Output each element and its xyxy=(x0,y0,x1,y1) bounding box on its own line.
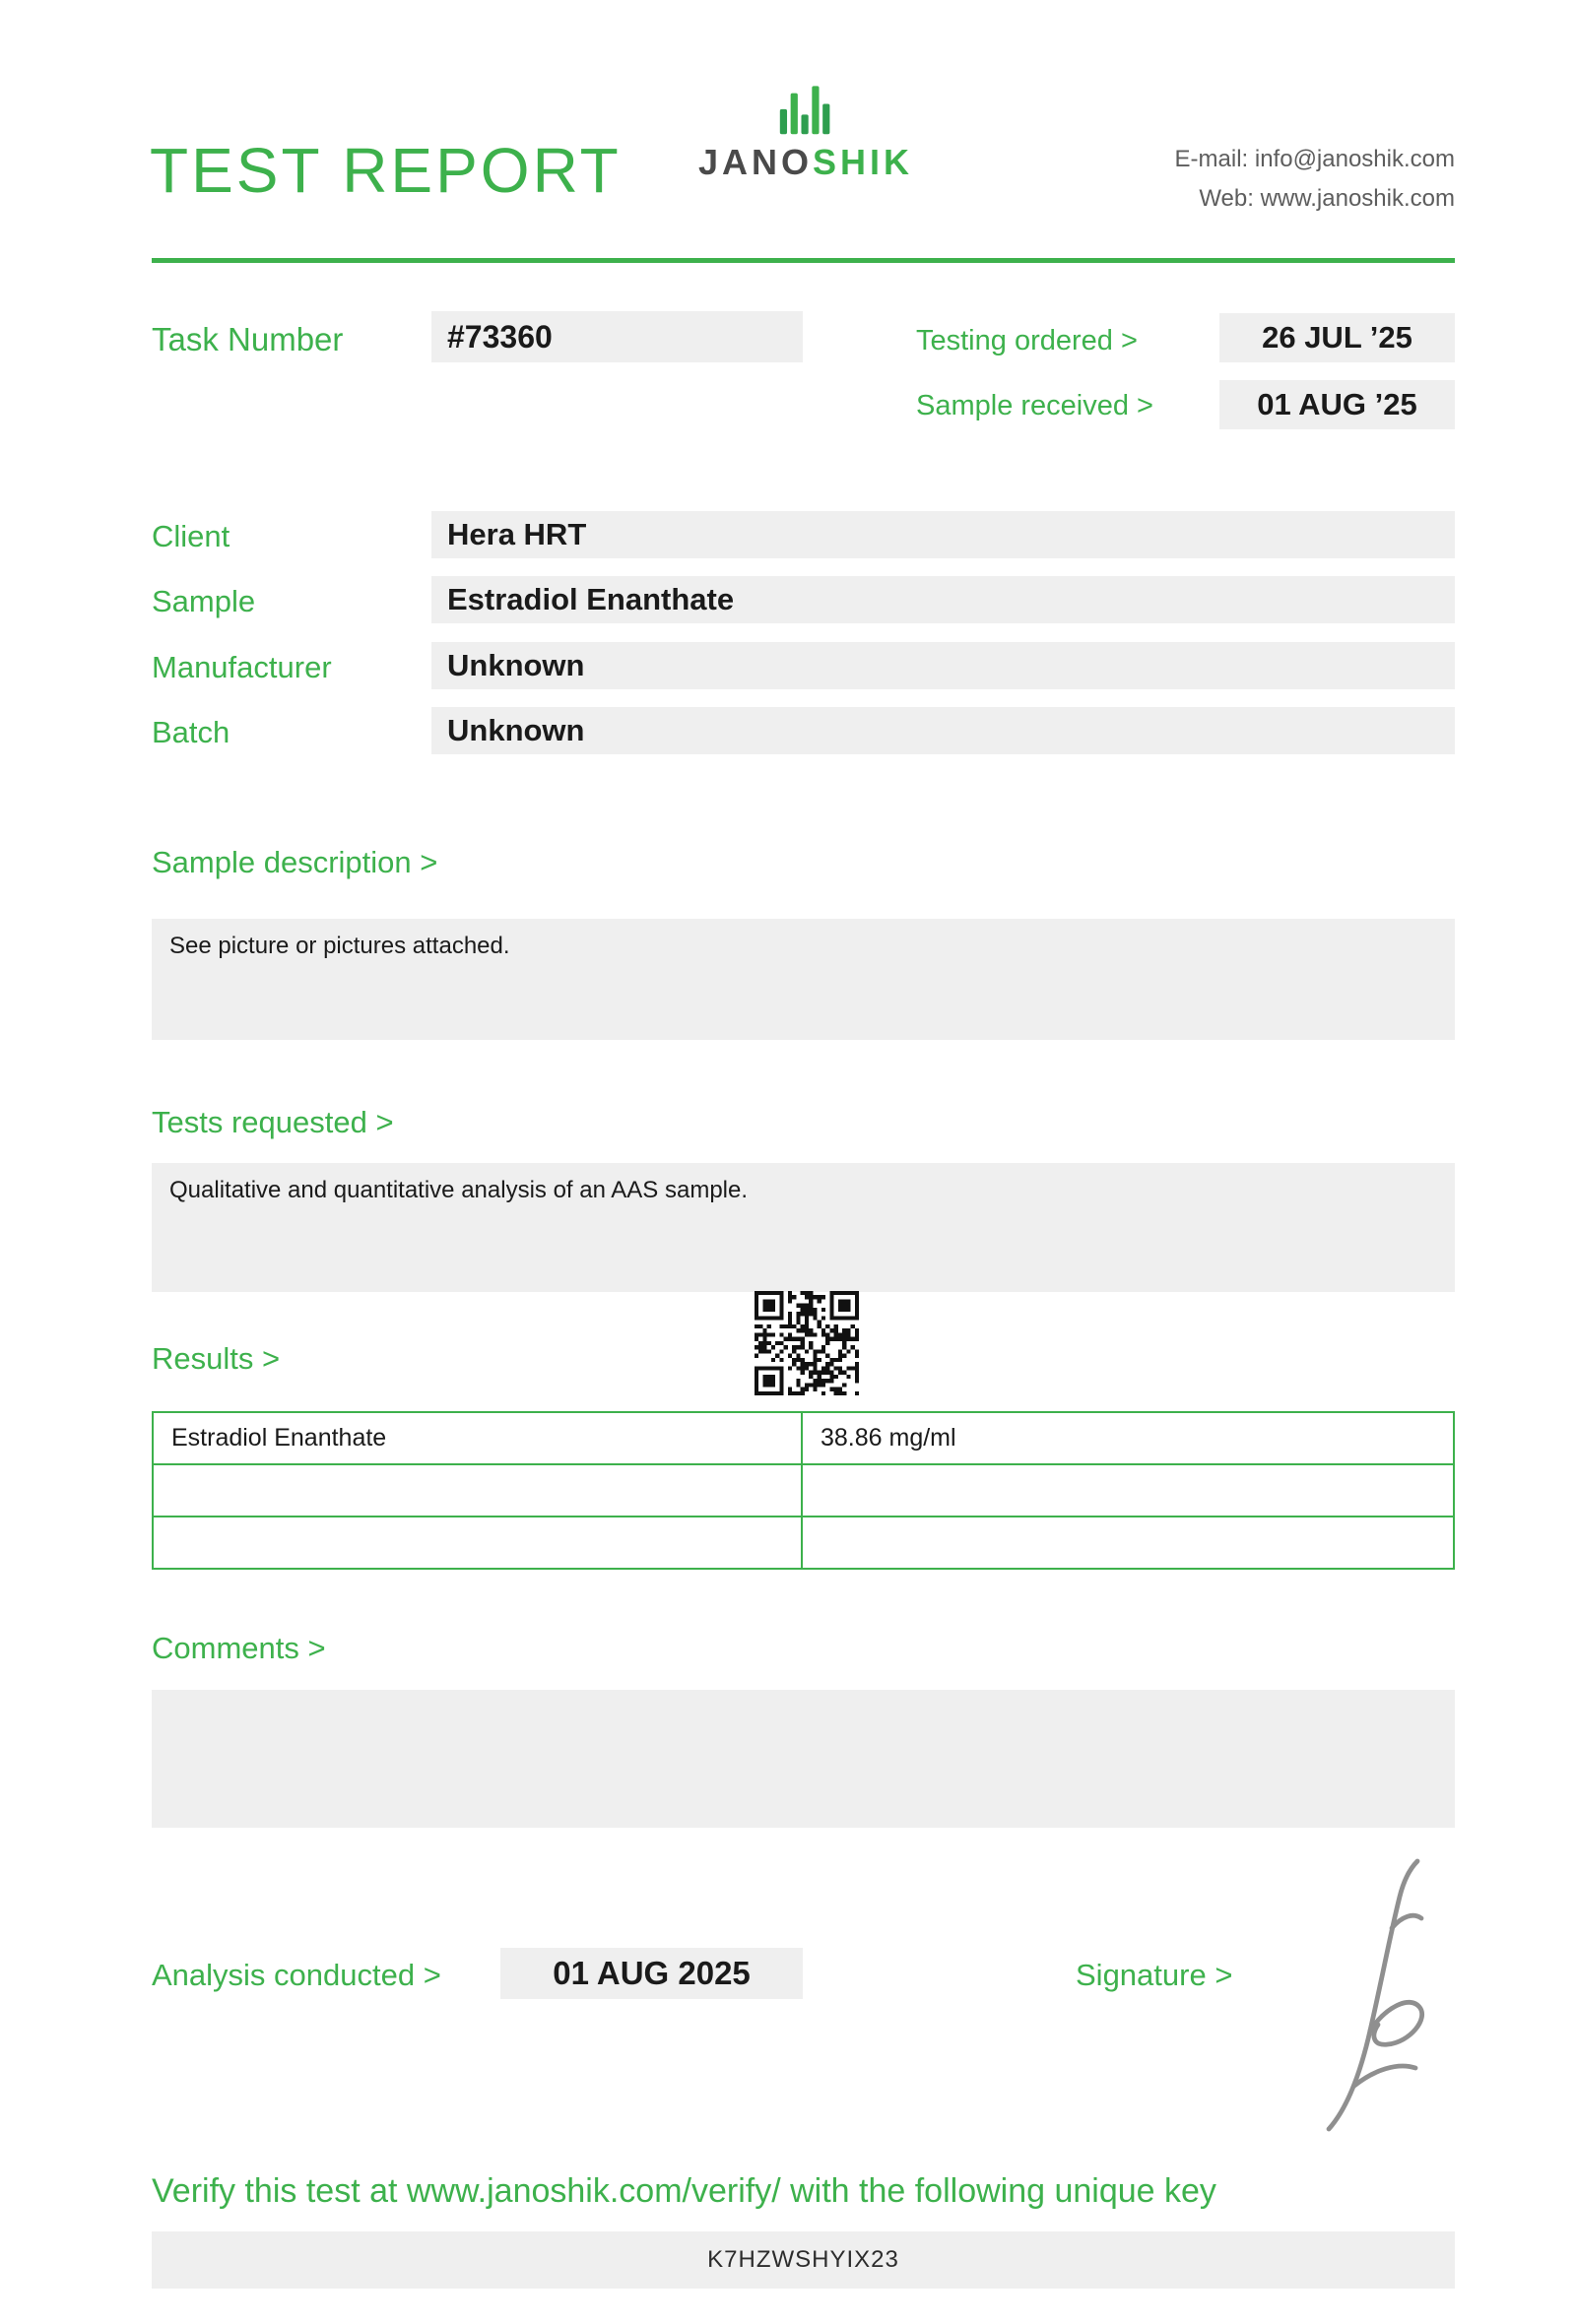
client-value: Hera HRT xyxy=(447,517,587,551)
sample-value-box xyxy=(431,576,1455,623)
task-number-value: #73360 xyxy=(447,318,553,355)
sample-received-value: 01 AUG ’25 xyxy=(1257,387,1417,421)
results-table xyxy=(152,1411,1455,1570)
result-row xyxy=(153,1412,1454,1464)
signature-image xyxy=(1295,1849,1439,2141)
results-heading: Results > xyxy=(152,1341,281,1376)
sample-description-text: See picture or pictures attached. xyxy=(169,933,510,959)
result-value-cell: 38.86 mg/ml xyxy=(802,1412,1454,1464)
bar-chart-icon xyxy=(773,81,838,136)
testing-ordered-box xyxy=(1219,313,1455,362)
task-number-box xyxy=(431,311,803,362)
task-number-label: Task Number xyxy=(152,321,344,357)
comments-heading: Comments > xyxy=(152,1631,326,1665)
unique-key-box xyxy=(152,2231,1455,2289)
analysis-conducted-label: Analysis conducted > xyxy=(152,1958,441,1992)
wordmark-primary: JANO xyxy=(697,142,813,182)
contact-email-line xyxy=(1175,140,1455,179)
verify-text: Verify this test at www.janoshik.com/verify/ with the following unique key xyxy=(152,2172,1216,2210)
wordmark-accent: SHIK xyxy=(813,142,914,182)
email-label: E-mail: xyxy=(1174,146,1249,172)
result-value-cell xyxy=(802,1517,1454,1569)
tests-requested-box xyxy=(152,1163,1455,1292)
contact-web-line xyxy=(1175,179,1455,219)
manufacturer-value-box xyxy=(431,642,1455,689)
result-row xyxy=(153,1517,1454,1569)
header-divider xyxy=(152,258,1455,263)
web-label: Web: xyxy=(1199,185,1254,212)
tests-requested-heading: Tests requested > xyxy=(152,1105,394,1139)
page-title: TEST REPORT xyxy=(150,135,622,206)
web-value: www.janoshik.com xyxy=(1260,185,1455,212)
qr-code xyxy=(755,1291,859,1395)
result-value-cell xyxy=(802,1464,1454,1517)
sample-value: Estradiol Enanthate xyxy=(447,582,735,616)
result-name-cell xyxy=(153,1517,802,1569)
testing-ordered-value: 26 JUL ’25 xyxy=(1262,320,1412,355)
batch-value-box xyxy=(431,707,1455,754)
manufacturer-value: Unknown xyxy=(447,648,585,682)
result-name-cell xyxy=(153,1464,802,1517)
sample-received-label: Sample received > xyxy=(916,390,1153,421)
client-value-box xyxy=(431,511,1455,558)
result-row xyxy=(153,1464,1454,1517)
batch-value: Unknown xyxy=(447,713,585,747)
analysis-date-box xyxy=(500,1948,803,1999)
brand-wordmark xyxy=(658,142,953,183)
batch-label: Batch xyxy=(152,715,230,749)
unique-key-value: K7HZWSHYIX23 xyxy=(707,2246,899,2273)
testing-ordered-label: Testing ordered > xyxy=(916,325,1138,356)
sample-description-box xyxy=(152,919,1455,1040)
result-name-cell: Estradiol Enanthate xyxy=(153,1412,802,1464)
client-label: Client xyxy=(152,519,230,553)
comments-box xyxy=(152,1690,1455,1828)
email-value: info@janoshik.com xyxy=(1254,146,1455,172)
manufacturer-label: Manufacturer xyxy=(152,650,332,684)
signature-label: Signature > xyxy=(1076,1958,1233,1992)
sample-received-box xyxy=(1219,380,1455,429)
tests-requested-text: Qualitative and quantitative analysis of an AAS sample. xyxy=(169,1177,749,1203)
sample-label: Sample xyxy=(152,584,256,618)
sample-description-heading: Sample description > xyxy=(152,845,438,879)
brand-logo xyxy=(658,81,953,183)
contact-block xyxy=(1175,140,1455,219)
analysis-date-value: 01 AUG 2025 xyxy=(553,1955,751,1991)
